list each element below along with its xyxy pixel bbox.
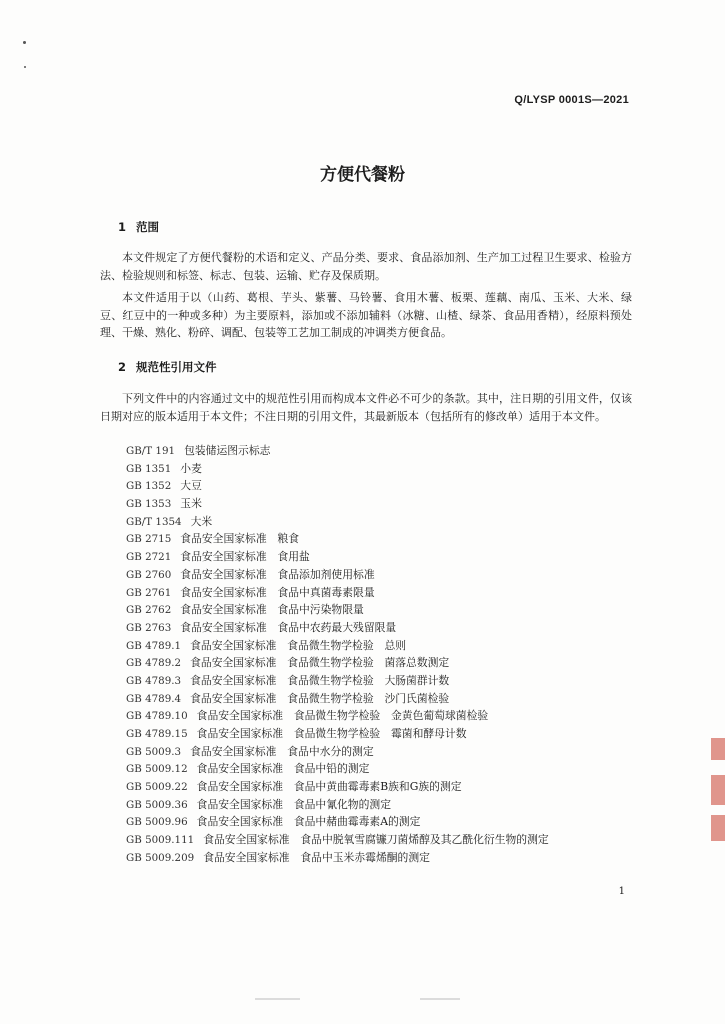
section-number: 1 [118, 220, 127, 234]
red-seal-edge [711, 738, 725, 760]
reference-item [126, 566, 646, 584]
reference-title: 小麦 [180, 461, 202, 475]
section-number: 2 [118, 360, 127, 374]
reference-title: 食品安全国家标准 食品微生物学检验 沙门氏菌检验 [190, 691, 450, 705]
reference-item [126, 548, 646, 566]
reference-title: 食品安全国家标准 食品中真菌毒素限量 [180, 585, 375, 599]
reference-item [126, 760, 646, 778]
reference-title: 大豆 [180, 479, 202, 493]
reference-code: GB 1351 [126, 462, 172, 475]
reference-item [126, 654, 646, 672]
reference-title: 食品安全国家标准 食品添加剂使用标准 [180, 567, 375, 581]
reference-item [126, 584, 646, 602]
reference-title: 食品安全国家标准 食品中脱氧雪腐镰刀菌烯醇及其乙酰化衍生物的测定 [203, 833, 549, 847]
reference-code: GB 5009.3 [126, 745, 182, 758]
reference-item [126, 477, 646, 495]
reference-item [126, 690, 646, 708]
red-seal-edge [711, 775, 725, 805]
page-number: 1 [618, 886, 625, 897]
reference-code: GB 2761 [126, 586, 172, 599]
document-title: 方便代餐粉 [320, 165, 405, 185]
reference-title: 食品安全国家标准 食品中铅的测定 [196, 762, 370, 776]
reference-code: GB 5009.22 [126, 781, 188, 794]
reference-title: 食品安全国家标准 食品中赭曲霉毒素A的测定 [196, 815, 421, 829]
section-2-heading [118, 359, 217, 375]
reference-list [126, 442, 646, 867]
reference-title: 食品安全国家标准 粮食 [180, 532, 300, 546]
reference-title: 食品安全国家标准 食用盐 [180, 550, 310, 564]
reference-code: GB 5009.36 [126, 798, 188, 811]
reference-title: 玉米 [180, 497, 202, 511]
reference-title: 食品安全国家标准 食品微生物学检验 霉菌和酵母计数 [196, 727, 467, 740]
reference-title: 包装储运图示标志 [184, 444, 271, 457]
standard-code: Q/LYSP 0001S—2021 [514, 94, 629, 106]
reference-item [126, 495, 646, 513]
reference-code: GB 4789.15 [126, 728, 188, 740]
section-title: 规范性引用文件 [136, 360, 217, 374]
reference-code: GB 5009.111 [126, 834, 195, 847]
reference-item [126, 796, 646, 814]
reference-item [126, 725, 646, 743]
references-intro: 下列文件中的内容通过文中的规范性引用而构成本文件必不可少的条款。其中，注日期的引用文件，仅该日期对应的版本适用于本文件；不注日期的引用文件，其最新版本（包括所有的修改单）适用于本文件。 [100, 392, 632, 423]
reference-title: 食品安全国家标准 食品中污染物限量 [180, 603, 364, 617]
reference-code: GB 2762 [126, 604, 172, 617]
reference-title: 食品安全国家标准 食品中氰化物的测定 [196, 797, 391, 811]
reference-title: 食品安全国家标准 食品微生物学检验 大肠菌群计数 [190, 673, 450, 687]
reference-title: 食品安全国家标准 食品中黄曲霉毒素B族和G族的测定 [196, 780, 462, 794]
reference-code: GB/T 191 [126, 445, 176, 457]
reference-item [126, 849, 646, 867]
reference-code: GB 5009.209 [126, 851, 195, 864]
reference-code: GB 4789.2 [126, 657, 182, 670]
reference-title: 食品安全国家标准 食品微生物学检验 金黄色葡萄球菌检验 [196, 709, 489, 723]
reference-code: GB/T 1354 [126, 515, 182, 528]
reference-item [126, 601, 646, 619]
red-seal-edge [711, 815, 725, 841]
scan-speck [23, 41, 26, 44]
reference-item [126, 672, 646, 690]
reference-code: GB 4789.1 [126, 639, 182, 652]
scan-smudge [255, 998, 300, 1000]
reference-code: GB 4789.10 [126, 710, 188, 723]
reference-code: GB 1352 [126, 480, 172, 493]
scan-smudge [420, 998, 460, 1000]
section-title: 范围 [136, 220, 159, 234]
reference-item [126, 743, 646, 761]
reference-item [126, 831, 646, 849]
scope-paragraph: 本文件规定了方便代餐粉的术语和定义、产品分类、要求、食品添加剂、生产加工过程卫生要求、检验方法、检验规则和标签、标志、包装、运输、贮存及保质期。 [100, 251, 632, 282]
reference-code: GB 4789.4 [126, 692, 182, 705]
reference-code: GB 5009.12 [126, 763, 188, 776]
reference-title: 食品安全国家标准 食品微生物学检验 菌落总数测定 [190, 656, 450, 670]
reference-title: 食品安全国家标准 食品中玉米赤霉烯酮的测定 [203, 850, 430, 864]
reference-item [126, 513, 646, 531]
reference-item [126, 637, 646, 655]
scan-speck [24, 66, 26, 68]
reference-code: GB 4789.3 [126, 674, 182, 687]
reference-item [126, 813, 646, 831]
reference-item [126, 707, 646, 725]
reference-item [126, 778, 646, 796]
reference-code: GB 2760 [126, 568, 172, 581]
reference-code: GB 5009.96 [126, 816, 188, 829]
reference-code: GB 2763 [126, 621, 172, 634]
reference-title: 食品安全国家标准 食品中水分的测定 [190, 744, 374, 758]
reference-title: 大米 [190, 514, 213, 528]
section-1-heading [118, 219, 159, 235]
scope-paragraph: 本文件适用于以（山药、葛根、芋头、紫薯、马铃薯、食用木薯、板栗、莲藕、南瓜、玉米、大米、绿豆、红豆中的一种或多种）为主要原料，添加或不添加辅料（冰糖、山楂、绿茶、食品用香精），经原料预处理、干燥、熟化、粉碎、调配、包装等工艺加工制成的冲调类方便食品。 [100, 291, 632, 340]
reference-title: 食品安全国家标准 食品中农药最大残留限量 [180, 620, 397, 634]
reference-title: 食品安全国家标准 食品微生物学检验 总则 [190, 638, 407, 652]
reference-item [126, 530, 646, 548]
reference-code: GB 2715 [126, 533, 172, 546]
reference-item [126, 619, 646, 637]
reference-code: GB 2721 [126, 551, 172, 564]
reference-item [126, 442, 646, 460]
reference-item [126, 460, 646, 478]
reference-code: GB 1353 [126, 498, 172, 511]
